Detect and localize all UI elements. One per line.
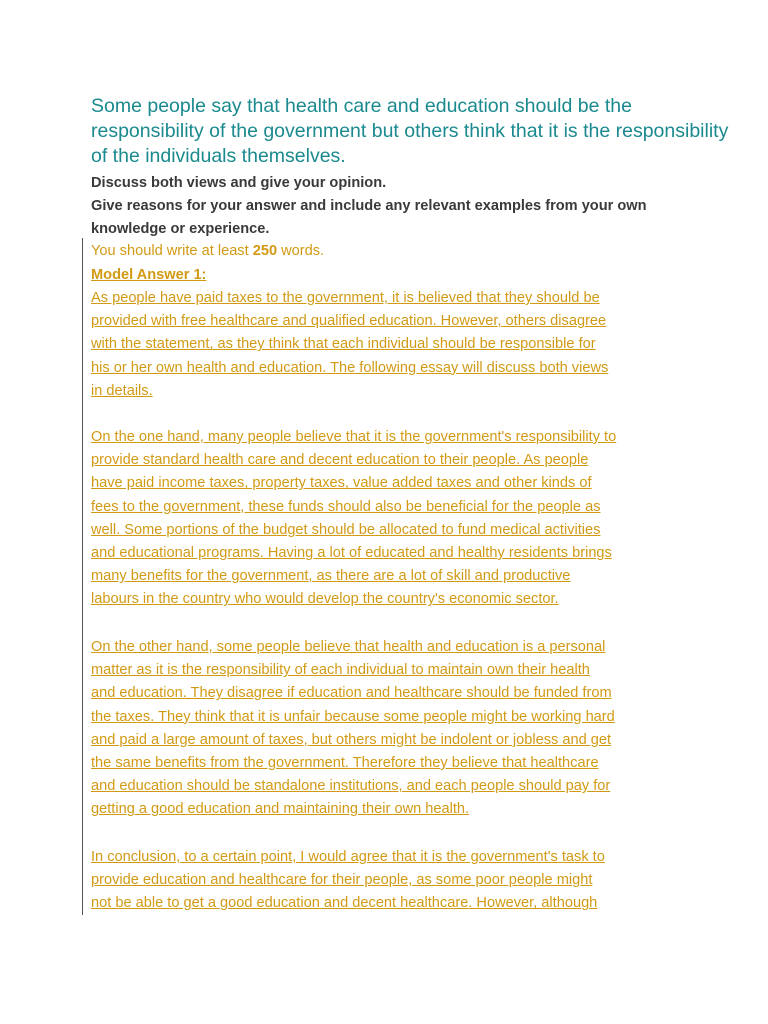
word-count-suffix: words.: [277, 243, 325, 259]
essay-line: and educational programs. Having a lot of educated and healthy residents brings: [91, 545, 612, 562]
margin-rule: [82, 238, 83, 915]
word-count-number: 250: [252, 243, 278, 259]
essay-paragraph-other-hand: [91, 636, 711, 822]
essay-line: provided with free healthcare and qualified education. However, others disagree: [91, 313, 607, 330]
essay-line: not be able to get a good education and decent healthcare. However, although: [91, 895, 598, 912]
essay-line: the taxes. They think that it is unfair because some people might be working hard: [91, 708, 615, 725]
essay-line: On the other hand, some people believe that health and education is a personal: [91, 639, 606, 655]
essay-line: and paid a large amount of taxes, but others might be indolent or jobless and get: [91, 731, 612, 748]
essay-line: In conclusion, to a certain point, I would agree that it is the government's task to: [91, 849, 605, 865]
essay-line: the same benefits from the government. Therefore they believe that healthcare: [91, 755, 599, 772]
essay-line: As people have paid taxes to the government, it is believed that they should be: [91, 290, 600, 306]
essay-line: with the statement, as they think that each individual should be responsible for: [91, 336, 596, 353]
essay-line: well. Some portions of the budget should be allocated to fund medical activities: [91, 521, 601, 538]
essay-line: fees to the government, these funds should also be beneficial for the people as: [91, 498, 601, 515]
word-count-prefix: You should write at least: [91, 243, 253, 259]
essay-line: provide education and healthcare for their people, as some poor people might: [91, 872, 593, 889]
essay-paragraph-one-hand: [91, 426, 711, 612]
essay-line: in details.: [91, 382, 153, 399]
essay-paragraph-conclusion: [91, 846, 711, 916]
essay-line: provide standard health care and decent education to their people. As people: [91, 452, 589, 469]
essay-line: labours in the country who would develop the country's economic sector.: [91, 591, 559, 608]
essay-prompt-title: Some people say that health care and education should be the responsibility of the government but others think that it is the responsibility of the individuals themselves.: [91, 95, 729, 167]
essay-paragraph-intro: [91, 287, 711, 403]
instruction-reasons: Give reasons for your answer and include any relevant examples from your own knowledge or experience.: [91, 198, 647, 237]
essay-line: On the one hand, many people believe that it is the government's responsibility to: [91, 429, 617, 445]
essay-line: and education. They disagree if education and healthcare should be funded from: [91, 685, 612, 702]
essay-line: getting a good education and maintaining their own health.: [91, 801, 470, 818]
essay-line: his or her own health and education. The following essay will discuss both views: [91, 359, 609, 376]
essay-line: matter as it is the responsibility of each individual to maintain own their health: [91, 662, 590, 679]
word-count-note: [91, 240, 711, 263]
essay-line: have paid income taxes, property taxes, value added taxes and other kinds of: [91, 475, 592, 492]
model-answer-heading: Model Answer 1:: [91, 267, 207, 283]
essay-line: and education should be standalone institutions, and each people should pay for: [91, 778, 611, 795]
instruction-discuss: Discuss both views and give your opinion.: [91, 175, 387, 191]
essay-line: many benefits for the government, as there are a lot of skill and productive: [91, 568, 571, 585]
